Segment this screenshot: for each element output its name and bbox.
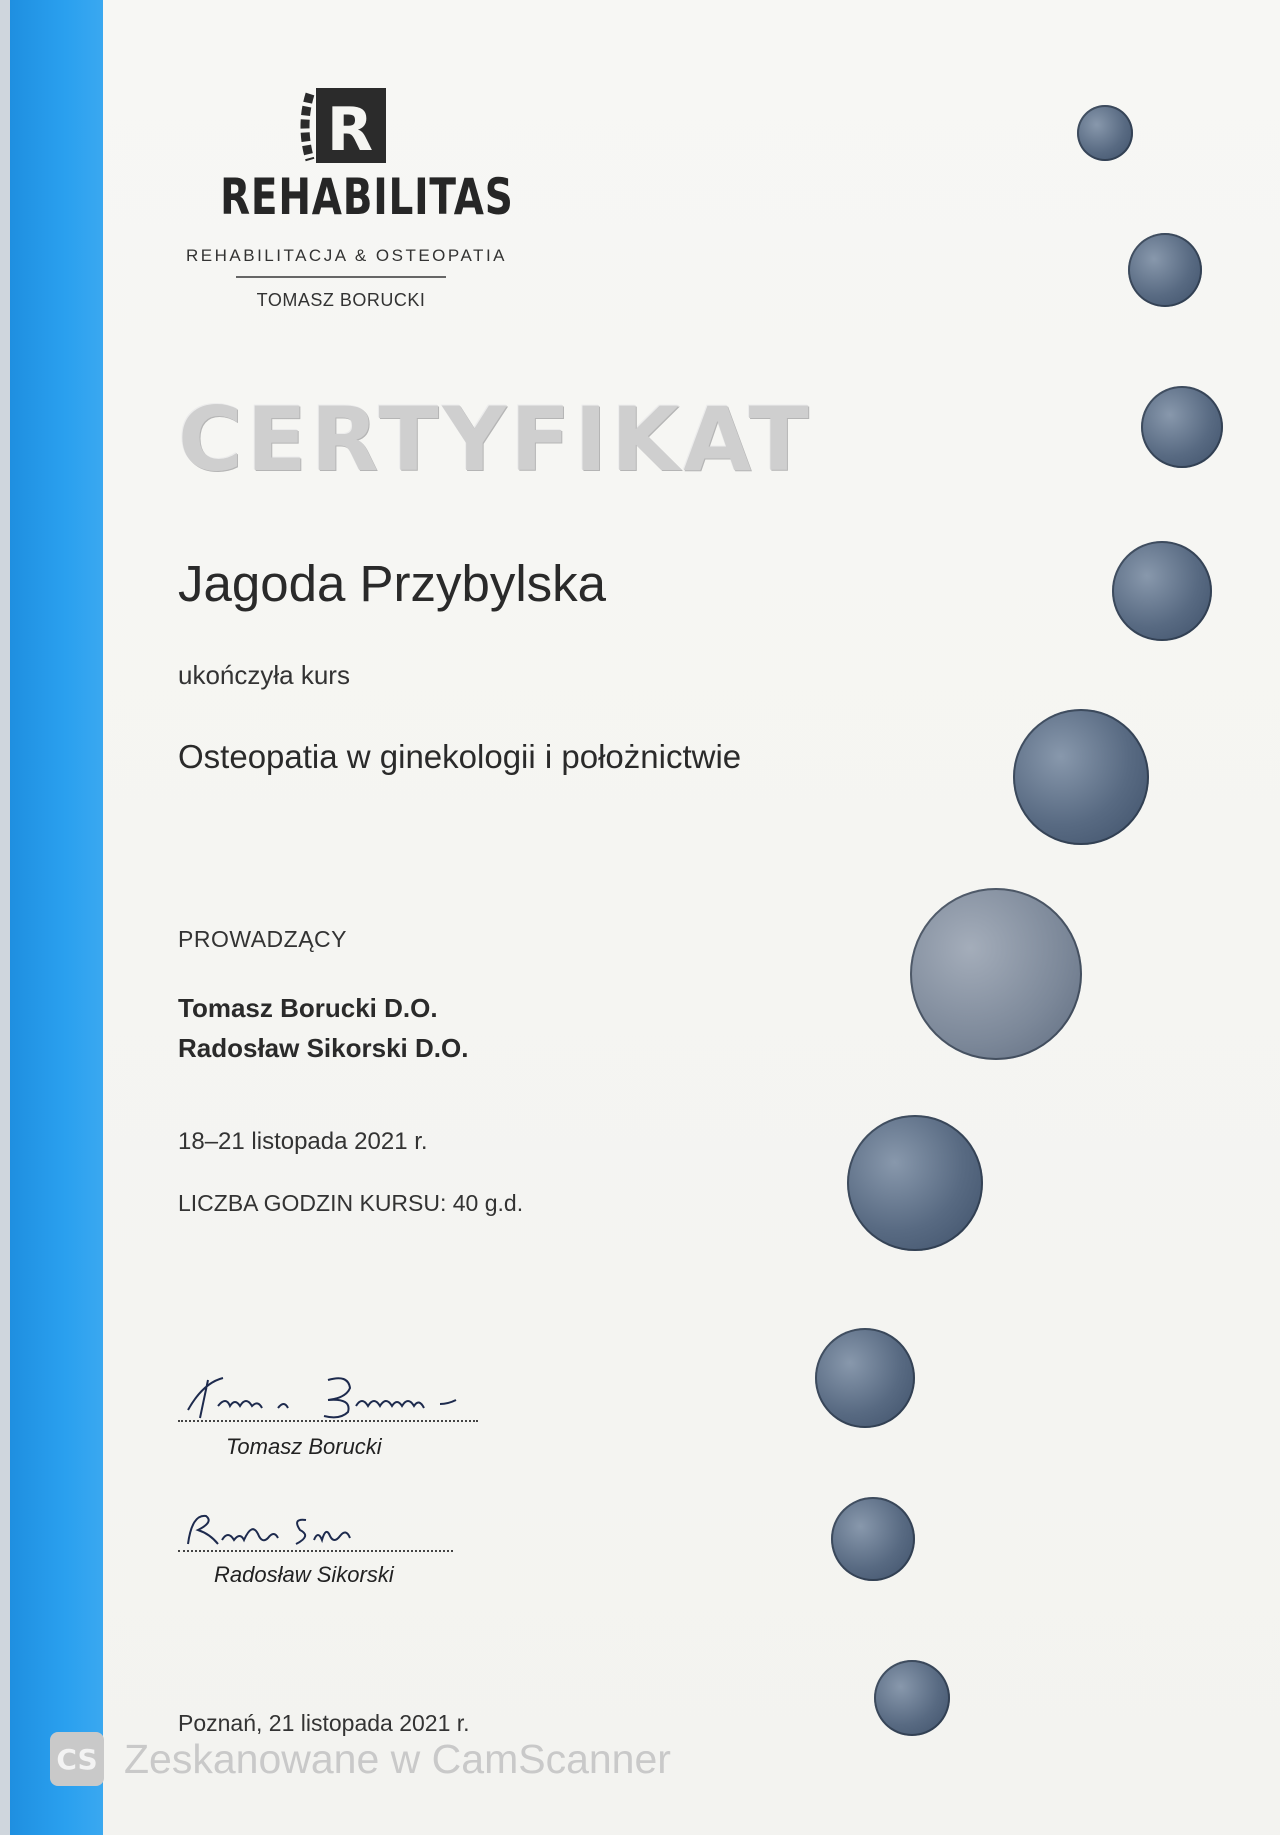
handwritten-signature-icon [178,1504,478,1554]
decorative-dot-icon [815,1328,915,1428]
decorative-dot-icon [1077,105,1133,161]
course-name: Osteopatia w ginekologii i położnictwie [178,738,742,775]
completed-text: ukończyła kurs [178,660,350,690]
course-dates: 18–21 listopada 2021 r. [178,1128,428,1155]
signature-line [178,1550,453,1552]
signature-name: Radosław Sikorski [214,1562,394,1587]
instructor-name: Radosław Sikorski D.O. [178,1033,469,1063]
instructor-name: Tomasz Borucki D.O. [178,993,438,1023]
handwritten-signature-icon [178,1368,478,1423]
decorative-dot-icon [1141,386,1223,468]
decorative-dot-icon [1112,541,1212,641]
signature-name: Tomasz Borucki [226,1434,382,1459]
logo-author: TOMASZ BORUCKI [256,290,426,310]
instructors-label: PROWADZĄCY [178,926,347,952]
decorative-dot-icon [831,1497,915,1581]
camscanner-logo-icon: CS [50,1732,104,1786]
logo-name: REHABILITAS [220,168,514,226]
logo-r-mark-icon [294,88,386,163]
logo-subtitle: REHABILITACJA & OSTEOPATIA [186,246,508,265]
course-hours: LICZBA GODZIN KURSU: 40 g.d. [178,1190,524,1216]
camscanner-text: Zeskanowane w CamScanner [124,1736,671,1782]
blue-side-strip [10,0,103,1835]
recipient-name: Jagoda Przybylska [178,555,607,612]
signature-line [178,1420,478,1422]
decorative-dot-icon [874,1660,950,1736]
logo-divider [236,276,446,278]
decorative-dot-icon [1013,709,1149,845]
decorative-dot-icon [1128,233,1202,307]
logo-mark-letter: R [326,95,374,163]
place-and-date: Poznań, 21 listopada 2021 r. [178,1710,470,1736]
certificate-title: CERTYFIKAT [178,388,813,491]
decorative-dot-icon [910,888,1082,1060]
page-edge [0,0,10,1835]
decorative-dot-icon [847,1115,983,1251]
